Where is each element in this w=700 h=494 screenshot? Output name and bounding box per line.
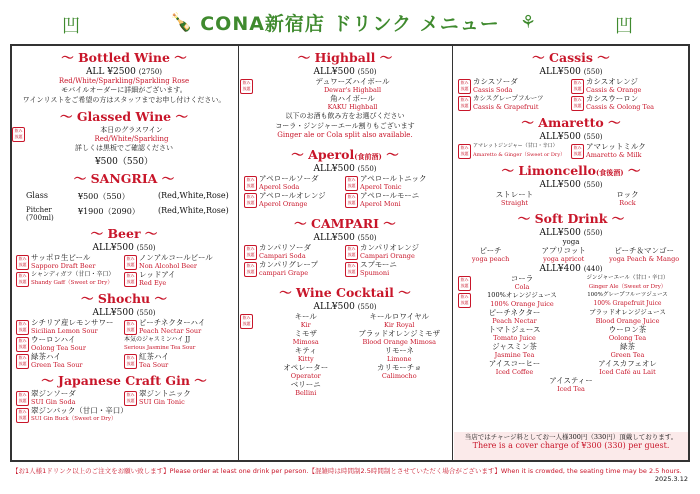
all-you-can-drink-stamp: 飲み放題	[240, 79, 253, 94]
all-you-can-drink-stamp: 飲み放題	[345, 193, 358, 208]
item-grid	[244, 174, 446, 208]
all-you-can-drink-stamp: 飲み放題	[16, 337, 29, 352]
all-you-can-drink-stamp: 飲み放題	[571, 96, 584, 111]
menu-item: 飲み放題 カシスオレンジ Cassis & Orange	[571, 77, 684, 94]
column-divider	[452, 46, 453, 460]
section-title: ～ CAMPARI ～	[294, 216, 396, 231]
menu-item: 飲み放題 ノンアルコールビール Non Alcohol Beer	[124, 253, 232, 270]
menu-item: 飲み放題 カンパリグレープ campari Grape	[244, 260, 345, 277]
all-you-can-drink-stamp: 飲み放題	[16, 320, 29, 335]
menu-item: ピーチ yoga peach	[471, 246, 510, 263]
menu-item: 飲み放題 スプモーニ Spumoni	[345, 260, 446, 277]
menu-item: ベリーニ Bellini	[290, 380, 321, 397]
menu-item: 飲み放題 アペロールトニック Aperol Tonic	[345, 174, 446, 191]
menu-item: 飲み放題 アペロールソーダ Aperol Soda	[244, 174, 345, 191]
item-grid	[458, 77, 684, 111]
item-grid	[454, 246, 688, 263]
menu-item: 飲み放題 カシスグレープフルーツ Cassis & Grapefruit	[458, 94, 571, 111]
item-grid	[244, 243, 446, 277]
all-you-can-drink-stamp: 飲み放題	[345, 176, 358, 191]
menu-item: ロック Rock	[616, 190, 639, 207]
menu-item: ウーロン茶 Oolong Tea	[608, 325, 647, 342]
all-you-can-drink-stamp: 飲み放題	[124, 391, 137, 406]
all-you-can-drink-stamp: 飲み放題	[124, 255, 137, 270]
all-you-can-drink-stamp: 飲み放題	[458, 79, 471, 94]
cover-charge-en: There is a cover charge of ¥300 (330) per guest.	[472, 441, 670, 450]
menu-item: 飲み放題 翠ジンソーダ SUI Gin Soda	[16, 389, 124, 406]
item-grid	[458, 274, 684, 393]
menu-item: アイスティー Iced Tea	[549, 376, 593, 393]
menu-item: 飲み放題 ピーチネクターハイ Peach Nectar Sour	[124, 318, 232, 335]
section-price: ALL¥500 (550)	[92, 308, 156, 318]
menu-item: オペレーター Operator	[283, 363, 329, 380]
menu-item: 緑茶 Green Tea	[610, 342, 645, 359]
deco-left-icon: 凹	[62, 16, 80, 37]
page-title: CONA新宿店 ドリンク メニュー	[200, 12, 500, 35]
menu-item: ブラッドオレンジジュース Blood Orange Juice	[589, 308, 666, 325]
section-price: ALL ¥2500 (2750)	[85, 67, 163, 77]
menu-item: 飲み放題 アマレットジンジャー（甘口・辛口） Amaretto & Ginger（Sweet or Dry）	[458, 142, 571, 159]
all-you-can-drink-stamp: 飲み放題	[345, 262, 358, 277]
section-title: ～ Aperol(食前酒) ～	[291, 147, 399, 162]
note: 詳しくは黒板でご確認ください	[75, 144, 173, 152]
menu-item: カリモーチョ Calimocho	[377, 363, 422, 380]
variants: Red/White/Sparkling	[94, 135, 169, 143]
item-grid	[16, 389, 232, 423]
all-you-can-drink-stamp: 飲み放題	[345, 245, 358, 260]
all-you-can-drink-stamp: 飲み放題	[244, 193, 257, 208]
menu-item: 飲み放題 コーラ Cola	[458, 274, 571, 291]
all-you-can-drink-stamp: 飲み放題	[124, 320, 137, 335]
menu-item: 飲み放題 緑茶ハイ Green Tea Sour	[16, 352, 124, 369]
all-you-can-drink-stamp: 飲み放題	[244, 245, 257, 260]
menu-item: 飲み放題 アペロールモーニ Aperol Moni	[345, 191, 446, 208]
note: モバイルオーダーに詳細がございます。	[61, 86, 187, 94]
all-you-can-drink-stamp: 飲み放題	[124, 272, 137, 287]
section-title: ～ Highball ～	[297, 50, 393, 65]
menu-item: ストレート Straight	[495, 190, 534, 207]
menu-item: アイスコーヒー Iced Coffee	[488, 359, 541, 376]
menu-item: 飲み放題 ウーロンハイ Oolong Tea Sour	[16, 335, 124, 352]
section-price: ALL¥500 (550)	[313, 302, 377, 312]
all-you-can-drink-stamp: 飲み放題	[244, 262, 257, 277]
section-title: ～ Beer ～	[90, 226, 158, 241]
menu-item: 飲み放題 シャンディガフ（甘口・辛口） Shandy Gaff（Sweet or Dry）	[16, 270, 124, 287]
menu-item: 飲み放題 レッドアイ Red Eye	[124, 270, 232, 287]
section-title: ～ Cassis ～	[532, 50, 610, 65]
cover-charge-jp: 当店ではチャージ料としてお一人様300円（330円）頂戴しております。	[464, 433, 678, 441]
section-title: ～ Bottled Wine ～	[61, 50, 187, 65]
section-price: ALL¥500 (550)	[313, 67, 377, 77]
menu-item: キティ Kitty	[294, 346, 317, 363]
menu-item: リモーネ Limone	[384, 346, 414, 363]
column-left	[12, 46, 236, 423]
all-you-can-drink-stamp: 飲み放題	[16, 354, 29, 369]
cover-charge-note	[454, 432, 688, 460]
section-price: ALL¥500 (550)	[539, 132, 603, 142]
section-title: ～ SANGRIA ～	[73, 171, 175, 186]
menu-item: アプリコット yoga apricot	[541, 246, 586, 263]
section-title: ～ Glassed Wine ～	[60, 109, 188, 124]
section-price: ¥500（550）	[94, 157, 154, 167]
sangria-table: Glass ¥500（550） (Red,White,Rose) Pitcher (700ml) ¥1900（2090） (Red,White,Rose)	[26, 191, 229, 222]
all-you-can-drink-stamp: 飲み放題	[16, 408, 29, 423]
menu-item: 飲み放題 カシスソーダ Cassis Soda	[458, 77, 571, 94]
menu-item: ミモザ Mimosa	[292, 329, 319, 346]
section-price: ALL¥500 (550)	[313, 233, 377, 243]
note: 以下のお酒も飲み方をお選びください	[285, 112, 405, 120]
header	[0, 0, 700, 44]
menu-item: 飲み放題 翠ジントニック SUI Gin Tonic	[124, 389, 232, 406]
note: ワインリストをご希望の方はスタッフまでお申し付けください。	[22, 96, 226, 104]
all-you-can-drink-stamp: 飲み放題	[458, 96, 471, 111]
all-you-can-drink-stamp: 飲み放題	[124, 354, 137, 369]
menu-item: 飲み放題 翠ジンバック（甘口・辛口） SUI Gin Buck（Sweet or Dry）	[16, 406, 232, 423]
section-price: ALL¥500 (550)	[92, 243, 156, 253]
menu-item: トマトジュース Tomato Juice	[488, 325, 541, 342]
menu-item: キールロワイヤル Kir Royal	[369, 312, 430, 329]
section-title: ～ Amaretto ～	[521, 115, 621, 130]
item-grid	[458, 190, 684, 207]
menu-item: ジンジャーエール（甘口・辛口） Ginger Ale（Sweet or Dry）	[586, 275, 669, 290]
section-price: ALL¥400 (440)	[539, 264, 603, 274]
today-wine: 本日のグラスワイン	[100, 126, 163, 134]
column-middle: ～ Highball ～ ALL¥500 (550) 飲み放題 デュワーズハイボール Dewar's Highball 角ハイボール KAKU Highball 以下のお酒も飲み方をお選びください コーラ・ジンジャーエール割りもございます Ginger ale or Cola split also available. ～ Aperol(食前酒) ～ ALL¥500 (550) 飲み放題 アペロールソーダ Aperol Soda 飲み放題 アペロールトニック Aperol Tonic 飲み放題 アペロールオレンジ Aperol Orange 飲み放題 アペロールモーニ Aperol Moni ～ CAMPARI ～ ALL¥500 (550) 飲み放題 カンパリソーダ Campari Soda 飲み放題 カンパリオレンジ Campari Orange 飲み放題 カンパリグレープ campari Grape 飲み放題 スプモーニ Spumoni ～ Wine Cocktail ～ ALL¥500 (550) 飲み放題 キール Kir キールロワイヤル Kir Royal ミモザ Mimosa ブラッドオレンジミモザ Blood Orange Mimosa キティ Kitty リモーネ Limone オペレーター Operator カリモーチョ Calimocho ベリーニ Bellini	[240, 46, 450, 397]
all-you-can-drink-stamp: 飲み放題	[458, 276, 471, 291]
tree-icon: ⚘	[520, 12, 537, 33]
menu-item: 100%グレープフルーツジュース 100% Grapefruit Juice	[587, 292, 668, 307]
menu-item: ブラッドオレンジミモザ Blood Orange Mimosa	[358, 329, 441, 346]
all-you-can-drink-stamp: 飲み放題	[240, 314, 253, 329]
yoga-label: yoga	[562, 238, 580, 246]
menu-item: 飲み放題 紅茶ハイ Tea Sour	[124, 352, 232, 369]
all-you-can-drink-stamp: 飲み放題	[458, 293, 471, 308]
column-divider	[238, 46, 239, 460]
deco-right-icon: 凹	[615, 16, 633, 37]
all-you-can-drink-stamp: 飲み放題	[16, 255, 29, 270]
all-you-can-drink-stamp: 飲み放題	[571, 144, 584, 159]
all-you-can-drink-stamp: 飲み放題	[571, 79, 584, 94]
all-you-can-drink-stamp: 飲み放題	[244, 176, 257, 191]
section-title: ～ Soft Drink ～	[517, 211, 625, 226]
section-title: ～ Japanese Craft Gin ～	[41, 373, 207, 388]
all-you-can-drink-stamp: 飲み放題	[12, 127, 25, 142]
menu-item: 飲み放題 カンパリオレンジ Campari Orange	[345, 243, 446, 260]
variants: Red/White/Sparkling/Sparkling Rose	[58, 77, 190, 85]
menu-item: 飲み放題 カンパリソーダ Campari Soda	[244, 243, 345, 260]
champagne-icon: 🍾	[170, 12, 193, 33]
section-price: ALL¥500 (550)	[539, 67, 603, 77]
menu-item: ピーチ＆マンゴー yoga Peach & Mango	[609, 246, 680, 263]
section-price: ALL¥500 (550)	[539, 228, 603, 238]
item-grid	[16, 253, 232, 287]
menu-item: 飲み放題 100%オレンジジュース 100% Orange Juice	[458, 291, 571, 308]
note: Ginger ale or Cola split also available.	[277, 131, 413, 139]
menu-item: ジャスミン茶 Jasmine Tea	[492, 342, 537, 359]
section-title: ～ Shochu ～	[81, 291, 167, 306]
all-you-can-drink-stamp: 飲み放題	[458, 144, 471, 159]
menu-item: キール Kir	[294, 312, 317, 329]
all-you-can-drink-stamp: 飲み放題	[16, 272, 29, 287]
menu-item: ピーチネクター Peach Nectar	[488, 308, 541, 325]
menu-item: 本気のジャスミンハイ JJ Serious Jasmine Tea Sour	[124, 336, 196, 351]
column-right	[454, 46, 688, 393]
menu-item: 飲み放題 サッポロ生ビール Sapporo Draft Beer	[16, 253, 124, 270]
menu-item: 飲み放題 シチリア産レモンサワー Sicilian Lemon Sour	[16, 318, 124, 335]
item-grid	[16, 318, 232, 369]
section-title: ～ Wine Cocktail ～	[279, 285, 411, 300]
section-title: ～ Limoncello(食後酒) ～	[501, 163, 641, 178]
section-price: ALL¥500 (550)	[313, 164, 377, 174]
item-grid	[259, 312, 446, 397]
menu-item: アイスカフェオレ Iced Café au Lait	[598, 359, 657, 376]
menu-item: 飲み放題 カシスウーロン Cassis & Oolong Tea	[571, 94, 684, 111]
note: コーラ・ジンジャーエール割りもございます	[275, 122, 415, 130]
footer-date: 2025.3.12	[654, 475, 688, 483]
menu-item: 飲み放題 アマレットミルク Amaretto & Milk	[571, 142, 684, 159]
section-price: ALL¥500 (550)	[539, 180, 603, 190]
menu-item: 飲み放題 アペロールオレンジ Aperol Orange	[244, 191, 345, 208]
all-you-can-drink-stamp: 飲み放題	[16, 391, 29, 406]
item-grid	[458, 142, 684, 159]
footer-text: 【お1人様1ドリンク以上のご注文をお願い致します】Please order at least one drink per person.【混雑時は時間制2.5時間制とさせていただく場合がございます】When it is crowded, the seating time may be 2.5 hours.	[12, 467, 682, 475]
footer	[12, 466, 688, 483]
